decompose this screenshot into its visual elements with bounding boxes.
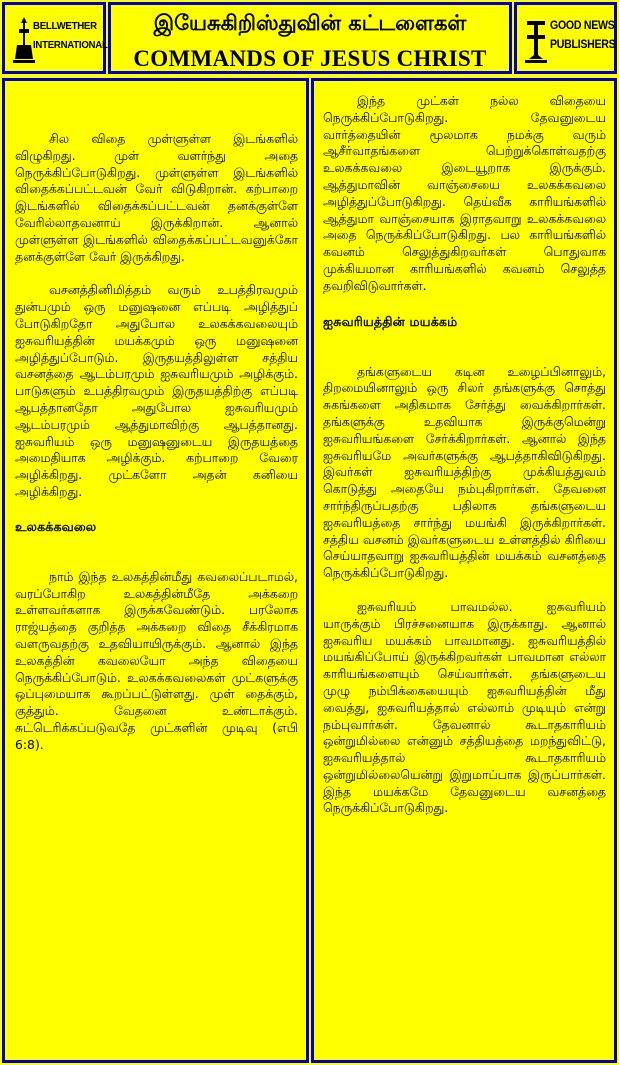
- title-banner: [108, 2, 512, 74]
- good-news-logo: [514, 2, 617, 74]
- bellwether-logo-text: [33, 17, 108, 55]
- right-paragraph-2: தங்களுடைய கடின உழைப்பினாலும், திறமையினாலும் ஒரு சிலர் தங்களுக்கு சொத்து சுகங்களை அதிகமாக சேர்த்து வைக்கிறார்கள். தங்களுக்கு உதவியாக இருக்குமென்று ஐசுவரியங்களை சேர்க்கிறார்கள். ஆனால் இந்த ஐசுவரியமே அவர்களுக்கு ஆபத்தாகிவிடுகிறது. இவர்கள் ஐசுவரியத்திற்கு முக்கியத்துவம் கொடுத்து அதையே நம்புகிறார்கள். தேவனை சார்ந்திருப்பதற்கு பதிலாக தங்களுடைய ஐசுவரியத்தை சார்ந்து மயங்கி இருக்கிறார்கள். சத்திய வசனம் இவர்களுடைய உள்ளத்தில் கிரியை செய்யாதவாறு ஐசுவரியத்தின் மயக்கம் வசனத்தை நெருக்கிப்போடுகிறது.: [323, 363, 606, 581]
- page-title-tamil: இயேசுகிறிஸ்துவின் கட்டளைகள்: [153, 11, 467, 35]
- logo-right-line2: PUBLISHERS: [550, 39, 616, 51]
- left-paragraph-1: சில விதை முள்ளுள்ள இடங்களில் விழுகிறது. முள் வளர்ந்து அதை நெருக்கிப்போடுகிறது. முள்ளுள்ள இடங்களில் விதைக்கப்பட்டவன் வேர் விடுகிறான். கற்பாறை இடங்களில் விதைக்கப்பட்டவன் தனக்குள்ளே வேரில்லாதவனாய் இருக்கிறான். ஆனால் முள்ளுள்ள இடங்களில் விதைக்கப்பட்டவனுக்கோ தனக்குள்ளே வேர் இருக்கிறது.: [15, 131, 298, 264]
- good-news-icon: [523, 15, 549, 65]
- right-paragraph-3: ஐசுவரியம் பாவமல்ல. ஐசுவரியம் யாருக்கும் பிரச்சனையாக இருக்காது. ஆனால் ஐசுவரிய மயக்கம் பாவமானது. ஐசுவரியத்தில் மயங்கிப்போய் இருக்கிறவர்கள் பாவமான எல்லா காரியங்களையும் செய்வார்கள். தங்களுடைய முழு நம்பிக்கையையும் ஐசுவரியத்தின் மீது வைத்து, ஐசுவரியத்தால் எல்லாம் முடியும் என்று நம்புவார்கள். தேவனால் கூடாதகாரியம் ஒன்றுமில்லை என்னும் சத்தியத்தை மறந்துவிட்டு, ஐசுவரியத்தால் கூடாதகாரியம் ஒன்றுமில்லையென்று இறுமாப்பாக இருப்பார்கள். இந்த மயக்கமே தேவனுடைய வசனத்தை நெருக்கிப்போடுகிறது.: [323, 598, 606, 816]
- right-paragraph-1: இந்த முட்கள் நல்ல விதையை நெருக்கிப்போடுகிறது. தேவனுடைய வார்த்தையின் மூலமாக நமக்கு வரும் ஆசீர்வாதங்களை பெற்றுக்கொள்வதற்கு உலகக்கவலை இடையூறாக இருக்கும். ஆத்துமாவின் வாஞ்சையை உலகக்கவலை அழித்துப்போடுகிறது. தெய்வீக காரியங்களில் ஆத்துமா வாஞ்சையாக இராதவாறு உலகக்கவலை அதை நெருக்கிப்போடுகிறது. பல காரியங்களில் கவனம் செலுத்துகிறவர்கள் பொதுவாக முக்கியமான காரியங்களில் கவனம் செலுத்த தவறிவிடுவார்கள்.: [323, 93, 606, 293]
- left-paragraph-2: வசனத்தினிமித்தம் வரும் உபத்திரவமும் துன்பமும் ஒரு மனுஷனை எப்படி அழித்துப் போடுகிறதோ அதுபோல உலகக்கவலையும் ஐசுவரியத்தின் மயக்கமும் ஒரு மனுஷனை அழித்துப்போடும். இருதயத்திலுள்ள சத்திய வசனத்தை ஆடம்பரமும் ஐசுவரியமும் அழிக்கும். பாடுகளும் உபத்திரவமும் இருதயத்திற்கு எப்படி ஆபத்தானதோ அதுபோல ஐசுவரியமும் ஆடம்பரமும் ஆத்துமாவிற்கு ஆபத்தானது. ஐசுவரியம் ஒரு மனுஷனுடைய இருதயத்தை அமைதியாக அழிக்கும். கற்பாறை வேரை அழிக்கிறது. முட்களோ அதன் கனியை அழிக்கிறது.: [15, 282, 298, 499]
- bellwether-logo: [2, 2, 106, 74]
- section-heading-deceitfulness-of-riches: ஐசுவரியத்தின் மயக்கம்: [323, 313, 458, 329]
- logo-left-line2: INTERNATIONAL: [33, 39, 108, 51]
- page-title-english: COMMANDS OF JESUS CHRIST: [133, 46, 487, 71]
- good-news-logo-text: [550, 17, 615, 55]
- left-column: [2, 78, 309, 1063]
- left-paragraph-3: நாம் இந்த உலகத்தின்மீது கவலைப்படாமல், வரப்போகிற உலகத்தின்மீதே அக்கறை உள்ளவர்களாக இருக்கவேண்டும். பரலோக ராஜ்யத்தை குறித்த அக்கறை விதை சீக்கிரமாக வளருவதற்கு உதவியாயிருக்கும். ஆனால் இந்த உலகத்தின் கவலையோ அந்த விதையை நெருக்கிப்போடும். உலகக்கவலைகள் முட்களுக்கு ஒப்புமையாக கூறப்பட்டுள்ளது. முள் தைக்கும், குத்தும். வேதனை உண்டாக்கும். சுட்டெரிக்கப்படுவதே முட்களின் முடிவு (எபி 6:8).: [15, 568, 298, 752]
- logo-left-line1: BELLWETHER: [33, 20, 97, 32]
- right-column: [311, 78, 617, 1063]
- section-heading-worldly-cares: உலகக்கவலை: [15, 518, 97, 534]
- logo-right-line1: GOOD NEWS: [550, 20, 615, 32]
